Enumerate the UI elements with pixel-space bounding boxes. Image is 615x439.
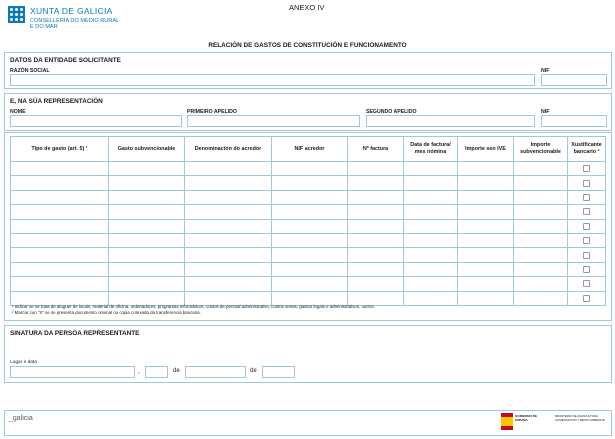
col-xustificante-bancario: Xustificante bancario ² bbox=[568, 137, 606, 162]
table-cell[interactable] bbox=[458, 233, 514, 247]
table-cell[interactable] bbox=[514, 176, 568, 190]
table-cell[interactable] bbox=[514, 248, 568, 262]
table-cell[interactable] bbox=[568, 291, 606, 305]
table-cell[interactable] bbox=[404, 248, 458, 262]
gov-label: GOBIERNO DE ESPAÑA bbox=[515, 414, 538, 422]
primeiro-apelido-field[interactable] bbox=[187, 115, 360, 127]
table-cell[interactable] bbox=[568, 277, 606, 291]
table-cell[interactable] bbox=[458, 262, 514, 276]
table-cell[interactable] bbox=[458, 205, 514, 219]
xustificante-checkbox[interactable] bbox=[583, 165, 590, 172]
table-cell[interactable] bbox=[11, 233, 109, 247]
logo-title: XUNTA DE GALICIA bbox=[30, 6, 113, 16]
col-importe-subvencionable: Importe subvencionable bbox=[514, 137, 568, 162]
spain-shield-icon bbox=[501, 413, 513, 430]
table-cell[interactable] bbox=[11, 162, 109, 176]
table-cell[interactable] bbox=[568, 205, 606, 219]
nome-field[interactable] bbox=[10, 115, 182, 127]
table-row bbox=[11, 262, 606, 276]
primeiro-apelido-label: PRIMEIRO APELIDO bbox=[187, 109, 237, 115]
table-cell[interactable] bbox=[185, 248, 272, 262]
table-cell[interactable] bbox=[404, 162, 458, 176]
year-field[interactable] bbox=[262, 366, 295, 378]
entity-section bbox=[4, 52, 612, 89]
table-cell[interactable] bbox=[568, 176, 606, 190]
col-importe-sen-ive: Importe sen IVE bbox=[458, 137, 514, 162]
table-cell[interactable] bbox=[11, 205, 109, 219]
table-cell[interactable] bbox=[458, 190, 514, 204]
table-cell[interactable] bbox=[185, 176, 272, 190]
annex-label: ANEXO IV bbox=[289, 3, 325, 12]
col-tipo-gasto: Tipo de gasto (art. 5) ¹ bbox=[11, 137, 109, 162]
segundo-apelido-label: SEGUNDO APELIDO bbox=[366, 109, 417, 115]
table-cell[interactable] bbox=[568, 248, 606, 262]
document-title: RELACIÓN DE GASTOS DE CONSTITUCIÓN E FUNCIONAMENTO bbox=[208, 42, 407, 49]
table-cell[interactable] bbox=[272, 262, 348, 276]
table-cell[interactable] bbox=[11, 262, 109, 276]
xustificante-checkbox[interactable] bbox=[583, 237, 590, 244]
nome-label: NOME bbox=[10, 109, 26, 115]
table-cell[interactable] bbox=[568, 219, 606, 233]
table-cell[interactable] bbox=[272, 176, 348, 190]
signature-section-title: SINATURA DA PERSOA REPRESENTANTE bbox=[10, 330, 140, 337]
table-cell[interactable] bbox=[514, 162, 568, 176]
table-cell[interactable] bbox=[404, 262, 458, 276]
table-cell[interactable] bbox=[109, 162, 185, 176]
xunta-logo bbox=[8, 6, 119, 31]
table-cell[interactable] bbox=[272, 219, 348, 233]
table-row bbox=[11, 248, 606, 262]
xustificante-checkbox[interactable] bbox=[583, 280, 590, 287]
rep-nif-field[interactable] bbox=[541, 115, 607, 127]
table-cell[interactable] bbox=[348, 219, 404, 233]
table-cell[interactable] bbox=[514, 219, 568, 233]
xustificante-checkbox[interactable] bbox=[583, 266, 590, 273]
xustificante-checkbox[interactable] bbox=[583, 194, 590, 201]
table-cell[interactable] bbox=[348, 262, 404, 276]
table-cell[interactable] bbox=[109, 248, 185, 262]
table-cell[interactable] bbox=[272, 190, 348, 204]
table-cell[interactable] bbox=[109, 205, 185, 219]
table-cell[interactable] bbox=[185, 162, 272, 176]
table-cell[interactable] bbox=[11, 190, 109, 204]
entity-section-title: DATOS DA ENTIDADE SOLICITANTE bbox=[10, 57, 121, 64]
table-cell[interactable] bbox=[11, 219, 109, 233]
table-header-row bbox=[11, 137, 606, 162]
table-cell[interactable] bbox=[348, 277, 404, 291]
xustificante-checkbox[interactable] bbox=[583, 252, 590, 259]
table-cell[interactable] bbox=[109, 176, 185, 190]
place-date-label: Lugar e data bbox=[10, 360, 37, 365]
razon-social-label: RAZÓN SOCIAL bbox=[10, 68, 50, 74]
razon-social-field[interactable] bbox=[10, 74, 535, 86]
col-data-factura: Data de factura/ mes nómina bbox=[404, 137, 458, 162]
comma-separator: , bbox=[138, 369, 140, 375]
entity-nif-field[interactable] bbox=[541, 74, 607, 86]
table-cell[interactable] bbox=[568, 262, 606, 276]
table-cell[interactable] bbox=[514, 262, 568, 276]
col-nif-acredor: NIF acredor bbox=[272, 137, 348, 162]
table-cell[interactable] bbox=[514, 291, 568, 305]
table-cell[interactable] bbox=[458, 219, 514, 233]
xustificante-checkbox[interactable] bbox=[583, 208, 590, 215]
table-cell[interactable] bbox=[514, 233, 568, 247]
xunta-badge-icon bbox=[8, 6, 25, 23]
table-cell[interactable] bbox=[514, 277, 568, 291]
table-cell[interactable] bbox=[348, 233, 404, 247]
representative-section bbox=[4, 93, 612, 131]
col-numero-factura: Nº factura bbox=[348, 137, 404, 162]
table-cell[interactable] bbox=[348, 248, 404, 262]
table-cell[interactable] bbox=[109, 219, 185, 233]
logo-subtitle-2: E DO MAR bbox=[30, 24, 58, 31]
ministry-label: MINISTERIO DE AGRICULTURA, ALIMENTACIÓN Y MEDIO AMBIENTE bbox=[555, 414, 605, 422]
day-field[interactable] bbox=[145, 366, 168, 378]
table-row bbox=[11, 233, 606, 247]
table-cell[interactable] bbox=[185, 190, 272, 204]
table-cell[interactable] bbox=[185, 233, 272, 247]
table-cell[interactable] bbox=[185, 277, 272, 291]
table-row bbox=[11, 219, 606, 233]
footnote-2: ² Marcar cun "X" se se presenta documento orixinal ou copia cotexada da transferencia bancaria. bbox=[12, 310, 201, 316]
galicia-brand: _galicia bbox=[9, 415, 33, 422]
table-cell[interactable] bbox=[404, 219, 458, 233]
table-cell[interactable] bbox=[458, 176, 514, 190]
table-cell[interactable] bbox=[11, 176, 109, 190]
de-separator-2: de bbox=[250, 368, 257, 374]
table-cell[interactable] bbox=[185, 219, 272, 233]
footnotes bbox=[12, 304, 375, 317]
table-cell[interactable] bbox=[185, 205, 272, 219]
table-cell[interactable] bbox=[404, 205, 458, 219]
table-row bbox=[11, 176, 606, 190]
table-cell[interactable] bbox=[11, 277, 109, 291]
expenses-table bbox=[10, 136, 606, 306]
table-cell[interactable] bbox=[458, 248, 514, 262]
table-cell[interactable] bbox=[185, 262, 272, 276]
signature-section bbox=[4, 325, 612, 383]
table-cell[interactable] bbox=[568, 190, 606, 204]
de-separator-1: de bbox=[173, 368, 180, 374]
place-field[interactable] bbox=[10, 366, 135, 378]
gobierno-espana-logo bbox=[515, 414, 543, 422]
table-cell[interactable] bbox=[348, 162, 404, 176]
table-cell[interactable] bbox=[109, 277, 185, 291]
table-cell[interactable] bbox=[568, 233, 606, 247]
segundo-apelido-field[interactable] bbox=[366, 115, 535, 127]
col-gasto-subvencionable: Gasto subvencionable bbox=[109, 137, 185, 162]
table-cell[interactable] bbox=[404, 233, 458, 247]
table-row bbox=[11, 277, 606, 291]
table-row bbox=[11, 190, 606, 204]
xustificante-checkbox[interactable] bbox=[583, 295, 590, 302]
table-cell[interactable] bbox=[458, 291, 514, 305]
table-cell[interactable] bbox=[109, 233, 185, 247]
xustificante-checkbox[interactable] bbox=[583, 223, 590, 230]
table-cell[interactable] bbox=[272, 205, 348, 219]
table-cell[interactable] bbox=[272, 277, 348, 291]
table-cell[interactable] bbox=[568, 162, 606, 176]
representative-section-title: E, NA SÚA REPRESENTACIÓN bbox=[10, 98, 103, 105]
table-cell[interactable] bbox=[272, 162, 348, 176]
table-cell[interactable] bbox=[348, 190, 404, 204]
table-cell[interactable] bbox=[272, 233, 348, 247]
table-cell[interactable] bbox=[109, 190, 185, 204]
table-cell[interactable] bbox=[348, 176, 404, 190]
logo-subtitle-1: CONSELLERÍA DO MEDIO RURAL bbox=[30, 18, 120, 24]
table-row bbox=[11, 162, 606, 176]
table-cell[interactable] bbox=[404, 291, 458, 305]
table-row bbox=[11, 205, 606, 219]
table-cell[interactable] bbox=[109, 262, 185, 276]
table-cell[interactable] bbox=[514, 190, 568, 204]
table-cell[interactable] bbox=[404, 190, 458, 204]
entity-nif-label: NIF bbox=[541, 68, 550, 74]
table-cell[interactable] bbox=[514, 205, 568, 219]
table-cell[interactable] bbox=[11, 248, 109, 262]
rep-nif-label: NIF bbox=[541, 109, 550, 115]
xustificante-checkbox[interactable] bbox=[583, 180, 590, 187]
col-denominacion-acredor: Denominación do acredor bbox=[185, 137, 272, 162]
table-cell[interactable] bbox=[404, 277, 458, 291]
table-cell[interactable] bbox=[348, 205, 404, 219]
table-cell[interactable] bbox=[272, 248, 348, 262]
table-cell[interactable] bbox=[458, 277, 514, 291]
table-cell[interactable] bbox=[404, 176, 458, 190]
footnote-1: ¹ Indicar se se trata de aluguer de locais, material de oficina, ordenadores, programas informáticos, custos de persoal administrativo, custos xerais, gastos legais e administrativos, outros. bbox=[12, 304, 375, 309]
month-field[interactable] bbox=[185, 366, 246, 378]
table-cell[interactable] bbox=[458, 162, 514, 176]
